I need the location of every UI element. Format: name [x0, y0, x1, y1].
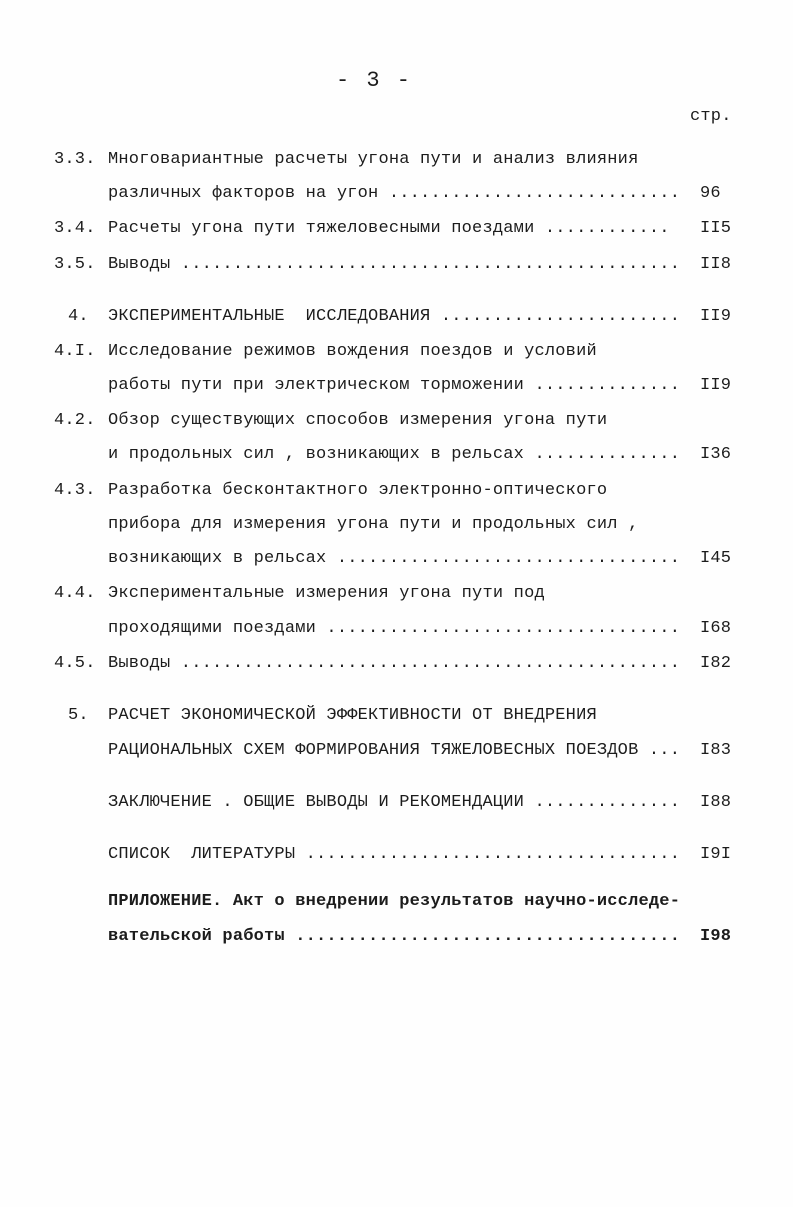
toc-page-appendix: I98 [700, 927, 732, 946]
toc-number-4: 4. [68, 307, 89, 326]
toc-page-4-4: I68 [700, 619, 732, 638]
toc-title-3-4: Расчеты угона пути тяжеловесными поездами ............ [108, 219, 670, 238]
toc-title-3-5: Выводы ................................................ [108, 255, 681, 274]
toc-page-references: I9I [700, 845, 732, 864]
toc-title-4-4-line1: Экспериментальные измерения угона пути под [108, 584, 545, 603]
toc-page-3-4: II5 [700, 219, 732, 238]
toc-page-4-5: I82 [700, 654, 732, 673]
page-number: - 3 - [336, 68, 413, 93]
toc-title-conclusion: ЗАКЛЮЧЕНИЕ . ОБЩИЕ ВЫВОДЫ И РЕКОМЕНДАЦИИ .............. [108, 793, 681, 812]
toc-page-4: II9 [700, 307, 732, 326]
toc-title-4-1-line2: работы пути при электрическом торможении .............. [108, 376, 681, 395]
toc-title-4-5: Выводы ................................................ [108, 654, 681, 673]
toc-page-5: I83 [700, 741, 732, 760]
toc-title-3-3-line1: Многовариантные расчеты угона пути и анализ влияния [108, 150, 639, 169]
toc-page-4-3: I45 [700, 549, 732, 568]
toc-title-4-2-line2: и продольных сил , возникающих в рельсах .............. [108, 445, 681, 464]
toc-title-appendix-line2: вательской работы ..................................... [108, 927, 681, 946]
toc-title-5-line1: РАСЧЕТ ЭКОНОМИЧЕСКОЙ ЭФФЕКТИВНОСТИ ОТ ВНЕДРЕНИЯ [108, 706, 597, 725]
toc-title-4-3-line3: возникающих в рельсах ................................. [108, 549, 681, 568]
toc-title-4-3-line2: прибора для измерения угона пути и продольных сил , [108, 515, 639, 534]
toc-page-conclusion: I88 [700, 793, 732, 812]
toc-title-4-4-line2: проходящими поездами .................................. [108, 619, 681, 638]
page-column-header: стр. [690, 107, 732, 126]
toc-title-5-line2: РАЦИОНАЛЬНЫХ СХЕМ ФОРМИРОВАНИЯ ТЯЖЕЛОВЕСНЫХ ПОЕЗДОВ ... [108, 741, 681, 760]
toc-page-3-3: 96 [700, 184, 721, 203]
toc-number-5: 5. [68, 706, 89, 725]
toc-title-4-1-line1: Исследование режимов вождения поездов и условий [108, 342, 597, 361]
toc-title-4-2-line1: Обзор существующих способов измерения угона пути [108, 411, 608, 430]
toc-title-references: СПИСОК ЛИТЕРАТУРЫ .................................... [108, 845, 681, 864]
toc-title-appendix-line1: ПРИЛОЖЕНИЕ. Акт о внедрении результатов научно-исследе- [108, 892, 681, 911]
toc-number-3-3: 3.3. [54, 150, 96, 169]
toc-number-4-1: 4.I. [54, 342, 96, 361]
toc-title-4: ЭКСПЕРИМЕНТАЛЬНЫЕ ИССЛЕДОВАНИЯ ....................... [108, 307, 681, 326]
toc-number-3-5: 3.5. [54, 255, 96, 274]
toc-number-4-3: 4.3. [54, 481, 96, 500]
toc-title-3-3-line2: различных факторов на угон ............................ [108, 184, 681, 203]
toc-number-4-5: 4.5. [54, 654, 96, 673]
toc-number-4-2: 4.2. [54, 411, 96, 430]
toc-page-4-2: I36 [700, 445, 732, 464]
toc-number-3-4: 3.4. [54, 219, 96, 238]
toc-page-4-1: II9 [700, 376, 732, 395]
toc-title-4-3-line1: Разработка бесконтактного электронно-оптического [108, 481, 608, 500]
toc-page-3-5: II8 [700, 255, 732, 274]
toc-number-4-4: 4.4. [54, 584, 96, 603]
